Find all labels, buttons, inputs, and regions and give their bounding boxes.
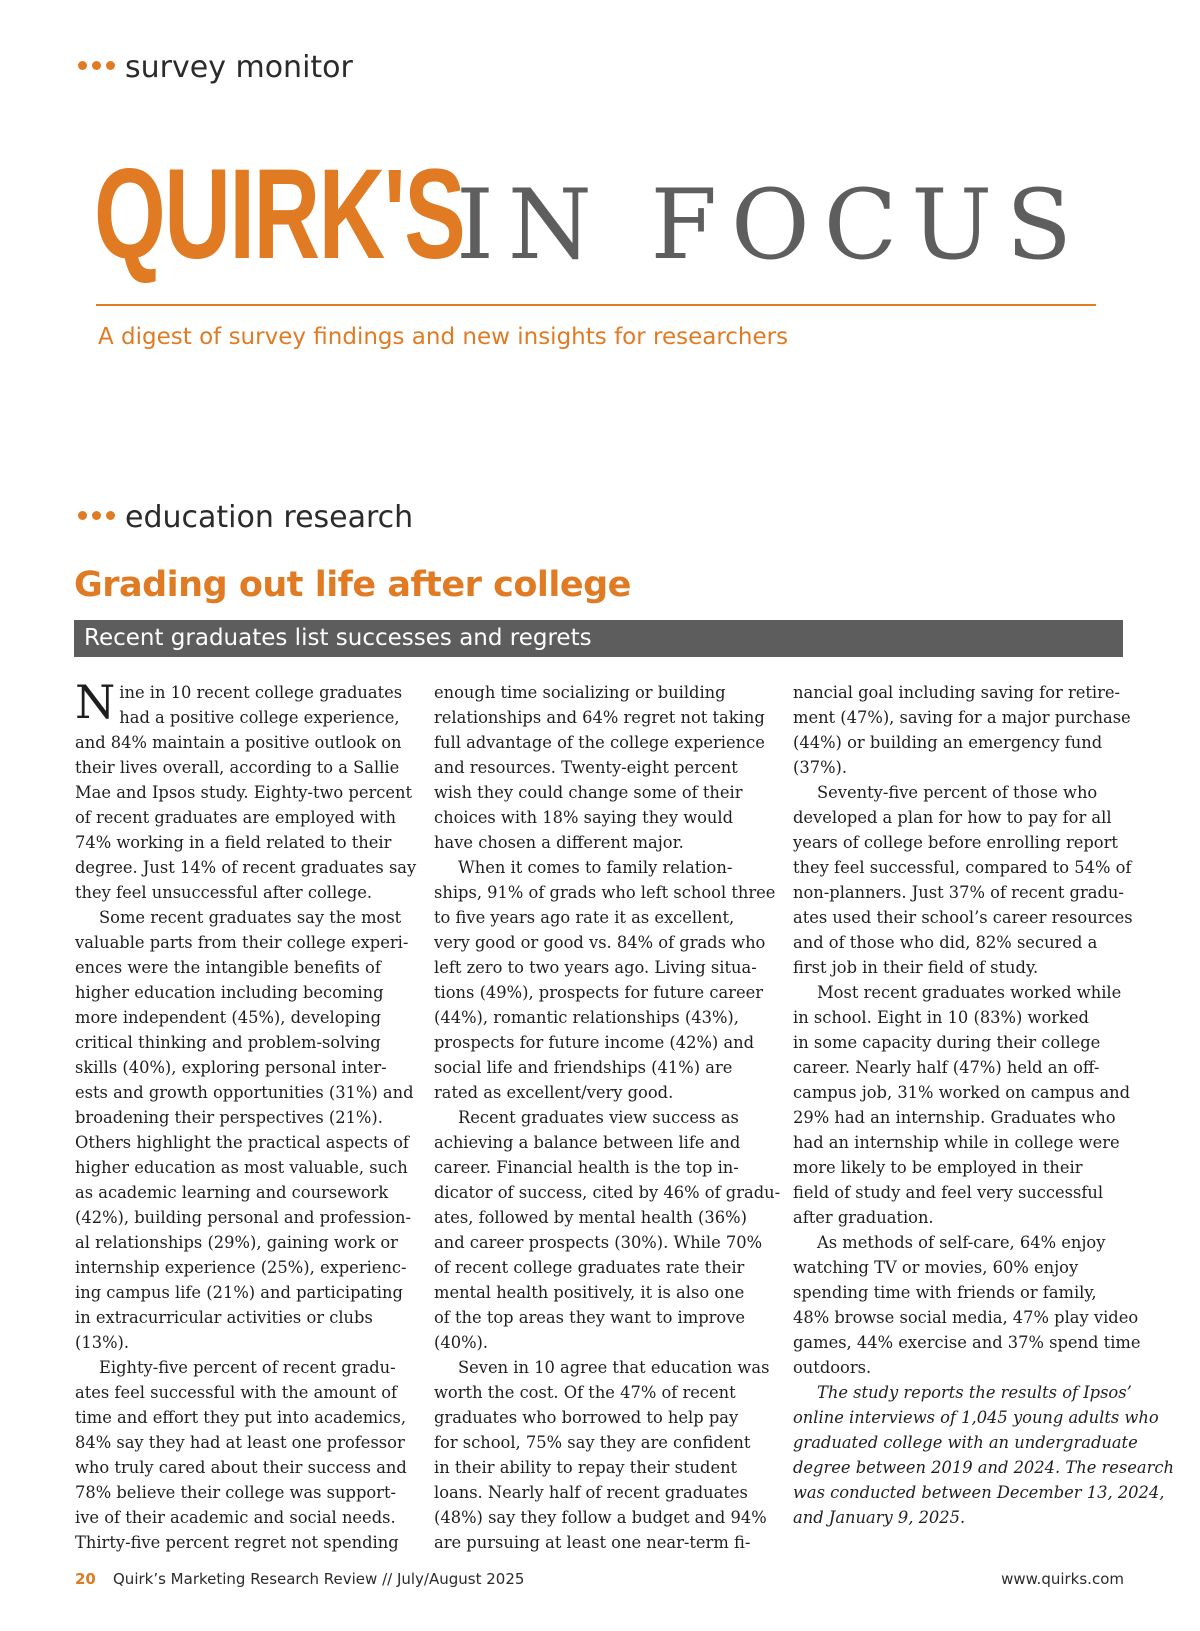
masthead	[94, 143, 1086, 290]
article-line: as academic learning and coursework	[75, 1183, 389, 1202]
article-line: ment (47%), saving for a major purchase	[793, 708, 1131, 727]
masthead-brand: QUIRK'S	[94, 143, 465, 286]
article-line: prospects for future income (42%) and	[434, 1033, 755, 1052]
article-line: watching TV or movies, 60% enjoy	[793, 1258, 1079, 1277]
article-line: to five years ago rate it as excellent,	[434, 908, 735, 927]
article-line: Others highlight the practical aspects of	[75, 1133, 409, 1152]
topic-label-text: education research	[125, 500, 414, 535]
article-line: loans. Nearly half of recent graduates	[434, 1483, 748, 1502]
article-line: very good or good vs. 84% of grads who	[434, 933, 766, 952]
article-line: of recent college graduates rate their	[434, 1258, 745, 1277]
article-line: career. Financial health is the top in-	[434, 1158, 739, 1177]
article-column-2	[434, 680, 781, 1555]
article-line: Recent graduates view success as	[458, 1108, 739, 1127]
article-line: and of those who did, 82% secured a	[793, 933, 1098, 952]
article-line: in extracurricular activities or clubs	[75, 1308, 373, 1327]
article-line: (44%), romantic relationships (43%),	[434, 1008, 739, 1027]
article-line: they feel successful, compared to 54% of	[793, 858, 1132, 877]
masthead-subtitle: A digest of survey findings and new insights for researchers	[98, 324, 789, 350]
article-line: Eighty-five percent of recent gradu-	[99, 1358, 396, 1377]
article-line: spending time with friends or family,	[793, 1283, 1097, 1302]
article-line: ships, 91% of grads who left school three	[434, 883, 776, 902]
article-line: broadening their perspectives (21%).	[75, 1108, 383, 1127]
article-line: time and effort they put into academics,	[75, 1408, 407, 1427]
article-line: are pursuing at least one near-term fi-	[434, 1533, 751, 1552]
article-line: campus job, 31% worked on campus and	[793, 1083, 1131, 1102]
article-deck: Recent graduates list successes and regrets	[74, 620, 1123, 657]
article-line: ing campus life (21%) and participating	[75, 1283, 403, 1302]
article-line: and career prospects (30%). While 70%	[434, 1233, 763, 1252]
article-line: Seven in 10 agree that education was	[458, 1358, 770, 1377]
article-line: ates feel successful with the amount of	[75, 1383, 398, 1402]
article-line: online interviews of 1,045 young adults who	[793, 1408, 1159, 1427]
article-line: nancial goal including saving for retire-	[793, 683, 1121, 702]
article-line: and 84% maintain a positive outlook on	[75, 733, 402, 752]
article-line: in some capacity during their college	[793, 1033, 1101, 1052]
article-line: worth the cost. Of the 47% of recent	[434, 1383, 736, 1402]
article-line: relationships and 64% regret not taking	[434, 708, 765, 727]
article-line: more independent (45%), developing	[75, 1008, 382, 1027]
article-line: graduated college with an undergraduate	[793, 1433, 1138, 1452]
drop-cap: N	[75, 675, 116, 729]
article-line: mental health positively, it is also one	[434, 1283, 745, 1302]
article-line: for school, 75% say they are confident	[434, 1433, 751, 1452]
article-line: dicator of success, cited by 46% of gradu-	[434, 1183, 781, 1202]
article-line: tions (49%), prospects for future career	[434, 983, 764, 1002]
article-line: higher education as most valuable, such	[75, 1158, 408, 1177]
article-column-1	[75, 675, 417, 1555]
article-line: non-planners. Just 37% of recent gradu-	[793, 883, 1124, 902]
page-number: 20	[75, 1570, 96, 1588]
article-column-3	[793, 680, 1175, 1530]
article-line: outdoors.	[793, 1358, 872, 1377]
article-line: degree. Just 14% of recent graduates say	[75, 858, 417, 877]
article-line: higher education including becoming	[75, 983, 384, 1002]
article-line: games, 44% exercise and 37% spend time	[793, 1333, 1141, 1352]
article-line: 48% browse social media, 47% play video	[793, 1308, 1139, 1327]
article-line: and January 9, 2025.	[793, 1508, 966, 1527]
article-line: Seventy-five percent of those who	[817, 783, 1098, 802]
article-line: was conducted between December 13, 2024,	[793, 1483, 1165, 1502]
website-url[interactable]: www.quirks.com	[1001, 1570, 1124, 1588]
masthead-rule	[96, 304, 1096, 306]
article-line: 78% believe their college was support-	[75, 1483, 396, 1502]
article-line: (37%).	[793, 758, 848, 777]
bullet-dots-icon	[78, 511, 115, 520]
article-line: skills (40%), exploring personal inter-	[75, 1058, 387, 1077]
article-line: their lives overall, according to a Sallie	[75, 758, 400, 777]
article-line: ates, followed by mental health (36%)	[434, 1208, 747, 1227]
article-line: Most recent graduates worked while	[817, 983, 1122, 1002]
article-line: of the top areas they want to improve	[434, 1308, 746, 1327]
article-line: (40%).	[434, 1333, 489, 1352]
article-line: choices with 18% saying they would	[434, 808, 734, 827]
article-line: field of study and feel very successful	[793, 1183, 1104, 1202]
article-line: have chosen a different major.	[434, 833, 684, 852]
article-line: 29% had an internship. Graduates who	[793, 1108, 1116, 1127]
article-line: As methods of self-care, 64% enjoy	[817, 1233, 1106, 1252]
article-line: Mae and Ipsos study. Eighty-two percent	[75, 783, 413, 802]
article-line: they feel unsuccessful after college.	[75, 883, 373, 902]
section-label	[78, 50, 353, 86]
article-line: internship experience (25%), experienc-	[75, 1258, 407, 1277]
article-line: ive of their academic and social needs.	[75, 1508, 396, 1527]
bullet-dots-icon	[78, 61, 115, 70]
article-line: in school. Eight in 10 (83%) worked	[793, 1008, 1089, 1027]
article-line: more likely to be employed in their	[793, 1158, 1083, 1177]
article-line: enough time socializing or building	[434, 683, 726, 702]
article-line: graduates who borrowed to help pay	[434, 1408, 739, 1427]
article-line: full advantage of the college experience	[434, 733, 765, 752]
article-line: valuable parts from their college experi-	[75, 933, 409, 952]
article-line: (13%).	[75, 1333, 130, 1352]
article-line: Thirty-five percent regret not spending	[75, 1533, 399, 1552]
article-line: career. Nearly half (47%) held an off-	[793, 1058, 1100, 1077]
article-headline: Grading out life after college	[74, 565, 631, 605]
article-line: (44%) or building an emergency fund	[793, 733, 1103, 752]
article-line: ests and growth opportunities (31%) and	[75, 1083, 414, 1102]
article-line: degree between 2019 and 2024. The research	[793, 1458, 1175, 1477]
article-line: 84% say they had at least one professor	[75, 1433, 405, 1452]
article-line: ates used their school’s career resources	[793, 908, 1133, 927]
article-line: had an internship while in college were	[793, 1133, 1120, 1152]
publication-line: Quirk’s Marketing Research Review // July/August 2025	[113, 1570, 525, 1588]
article-line: 74% working in a field related to their	[75, 833, 392, 852]
article-line: ine in 10 recent college graduates	[119, 683, 403, 702]
article-line: who truly cared about their success and	[75, 1458, 407, 1477]
article-line: had a positive college experience,	[119, 708, 400, 727]
article-line: critical thinking and problem-solving	[75, 1033, 381, 1052]
article-line: in their ability to repay their student	[434, 1458, 738, 1477]
topic-label	[78, 500, 413, 536]
article-line: social life and friendships (41%) are	[434, 1058, 733, 1077]
masthead-title: IN FOCUS	[456, 169, 1086, 281]
article-line: ences were the intangible benefits of	[75, 958, 381, 977]
article-line: (48%) say they follow a budget and 94%	[434, 1508, 767, 1527]
article-line: wish they could change some of their	[434, 783, 743, 802]
article-line: and resources. Twenty-eight percent	[434, 758, 738, 777]
article-line: of recent graduates are employed with	[75, 808, 397, 827]
article-line: left zero to two years ago. Living situa-	[434, 958, 757, 977]
article-line: years of college before enrolling report	[793, 833, 1118, 852]
article-line: rated as excellent/very good.	[434, 1083, 674, 1102]
article-line: developed a plan for how to pay for all	[793, 808, 1112, 827]
article-line: (42%), building personal and profession-	[75, 1208, 412, 1227]
article-line: The study reports the results of Ipsos’	[817, 1383, 1132, 1402]
section-label-text: survey monitor	[125, 50, 353, 85]
article-line: after graduation.	[793, 1208, 934, 1227]
article-line: When it comes to family relation-	[458, 858, 733, 877]
article-line: achieving a balance between life and	[434, 1133, 741, 1152]
article-line: Some recent graduates say the most	[99, 908, 402, 927]
article-line: first job in their field of study.	[793, 958, 1039, 977]
article-line: al relationships (29%), gaining work or	[75, 1233, 398, 1252]
